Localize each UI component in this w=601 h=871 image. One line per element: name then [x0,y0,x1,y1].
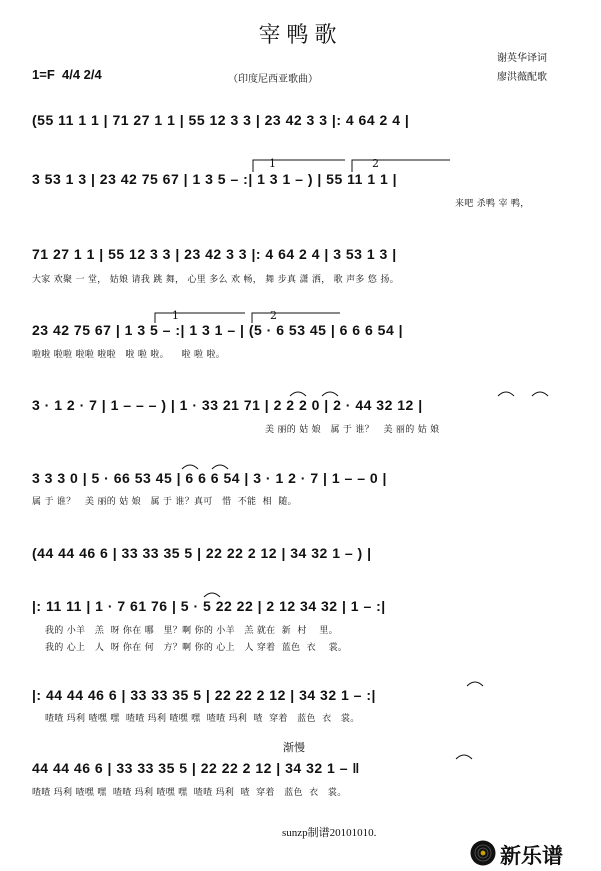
slur [182,465,198,469]
lyrics-line-10: 喳喳 玛利 喳嘿 嘿 喳喳 玛利 喳嘿 嘿 喳喳 玛利 喳 穿着 蓝色 衣 裳。 [32,788,347,798]
volta-number-1: 1 [269,157,276,170]
slur [204,593,220,597]
score-line-3: 71 27 1 1 | 55 12 3 3 | 23 42 3 3 |: 4 64 2 4 | 3 53 1 3 | [32,246,397,262]
ritardando-mark: 渐慢 [283,741,305,754]
score-line-9: |: 44 44 46 6 | 33 33 35 5 | 22 22 2 12 | 34 32 1 – :| [32,687,376,703]
lyrics-line-2: 来吧 杀鸭 宰 鸭， [455,199,530,209]
volta-number-1b: 1 [172,309,179,322]
lyrics-line-3: 大家 欢聚 一 堂， 姑娘 请我 跳 舞， 心里 多么 欢 畅， 舞 步真 潇 洒， 歌 声多 悠 扬。 [32,275,399,285]
score-line-1: (55 11 1 1 | 71 27 1 1 | 55 12 3 3 | 23 42 3 3 |: 4 64 2 4 | [32,112,410,128]
lyrics-line-5: 美 丽的 姑 娘 属 于 谁？ 美 丽的 姑 娘 [265,425,440,435]
volta-bracket-3 [155,313,245,323]
volta-number-2b: 2 [270,309,277,322]
slur [467,682,483,686]
key-signature: 1=F [32,67,55,82]
volta-bracket-2 [352,160,450,172]
time-signature: 4/4 2/4 [62,67,102,82]
score-line-7: (44 44 46 6 | 33 33 35 5 | 22 22 2 12 | 34 32 1 – ) | [32,545,372,561]
slur [498,392,514,396]
site-logo [470,838,595,868]
arranger-credit: 廖洪薇配歌 [497,72,547,83]
score-line-5: 3 · 1 2 · 7 | 1 – – – ) | 1 · 33 21 71 | 2 2 2 0 | 2 · 44 32 12 | [32,397,423,413]
lyrics-line-8a: 我的 小羊 羔 呀 你在 哪 里？啊 你的 小羊 羔 就在 新 村 里。 [45,626,338,636]
logo-text: 新乐谱 [500,844,563,868]
volta-bracket-1 [253,160,345,172]
lyrics-line-6: 属 于 谁？ 美 丽的 姑 娘 属 于 谁？真可 惜 不能 相 随。 [32,497,297,507]
vinyl-disc-icon [470,840,496,866]
score-line-4: 23 42 75 67 | 1 3 5 – :| 1 3 1 – | (5 · 6 53 45 | 6 6 6 54 | [32,322,404,338]
song-origin: （印度尼西亚歌曲） [228,74,318,85]
score-line-2: 3 53 1 3 | 23 42 75 67 | 1 3 5 – :| 1 3 1 – ) | 55 11 1 1 | [32,171,398,187]
slur [322,392,338,396]
lyricist-credit: 谢英华译词 [497,53,547,64]
score-line-8: |: 11 11 | 1 · 7 61 76 | 5 · 5 22 22 | 2 12 34 32 | 1 – :| [32,598,386,614]
transcriber-credit: sunzp制谱20101010. [282,827,377,839]
lyrics-line-4: 啦啦 啦啦 啦啦 啦啦 啦 啦 啦。 啦 啦 啦。 [32,350,226,360]
slur [532,392,548,396]
slur [290,392,306,396]
score-line-6: 3 3 3 0 | 5 · 66 53 45 | 6 6 6 54 | 3 · 1 2 · 7 | 1 – – 0 | [32,470,387,486]
volta-bracket-4 [252,313,340,323]
score-line-10: 44 44 46 6 | 33 33 35 5 | 22 22 2 12 | 34 32 1 – ‖ [32,760,360,776]
slur [456,755,472,759]
song-title: 宰鸭歌 [258,23,343,48]
slur [212,465,228,469]
lyrics-line-9: 喳喳 玛利 喳嘿 嘿 喳喳 玛利 喳嘿 嘿 喳喳 玛利 喳 穿着 蓝色 衣 裳。 [45,714,360,724]
volta-number-2: 2 [372,157,379,170]
lyrics-line-8b: 我的 心上 人 呀 你在 何 方？啊 你的 心上 人 穿着 蓝色 衣 裳。 [45,643,348,653]
